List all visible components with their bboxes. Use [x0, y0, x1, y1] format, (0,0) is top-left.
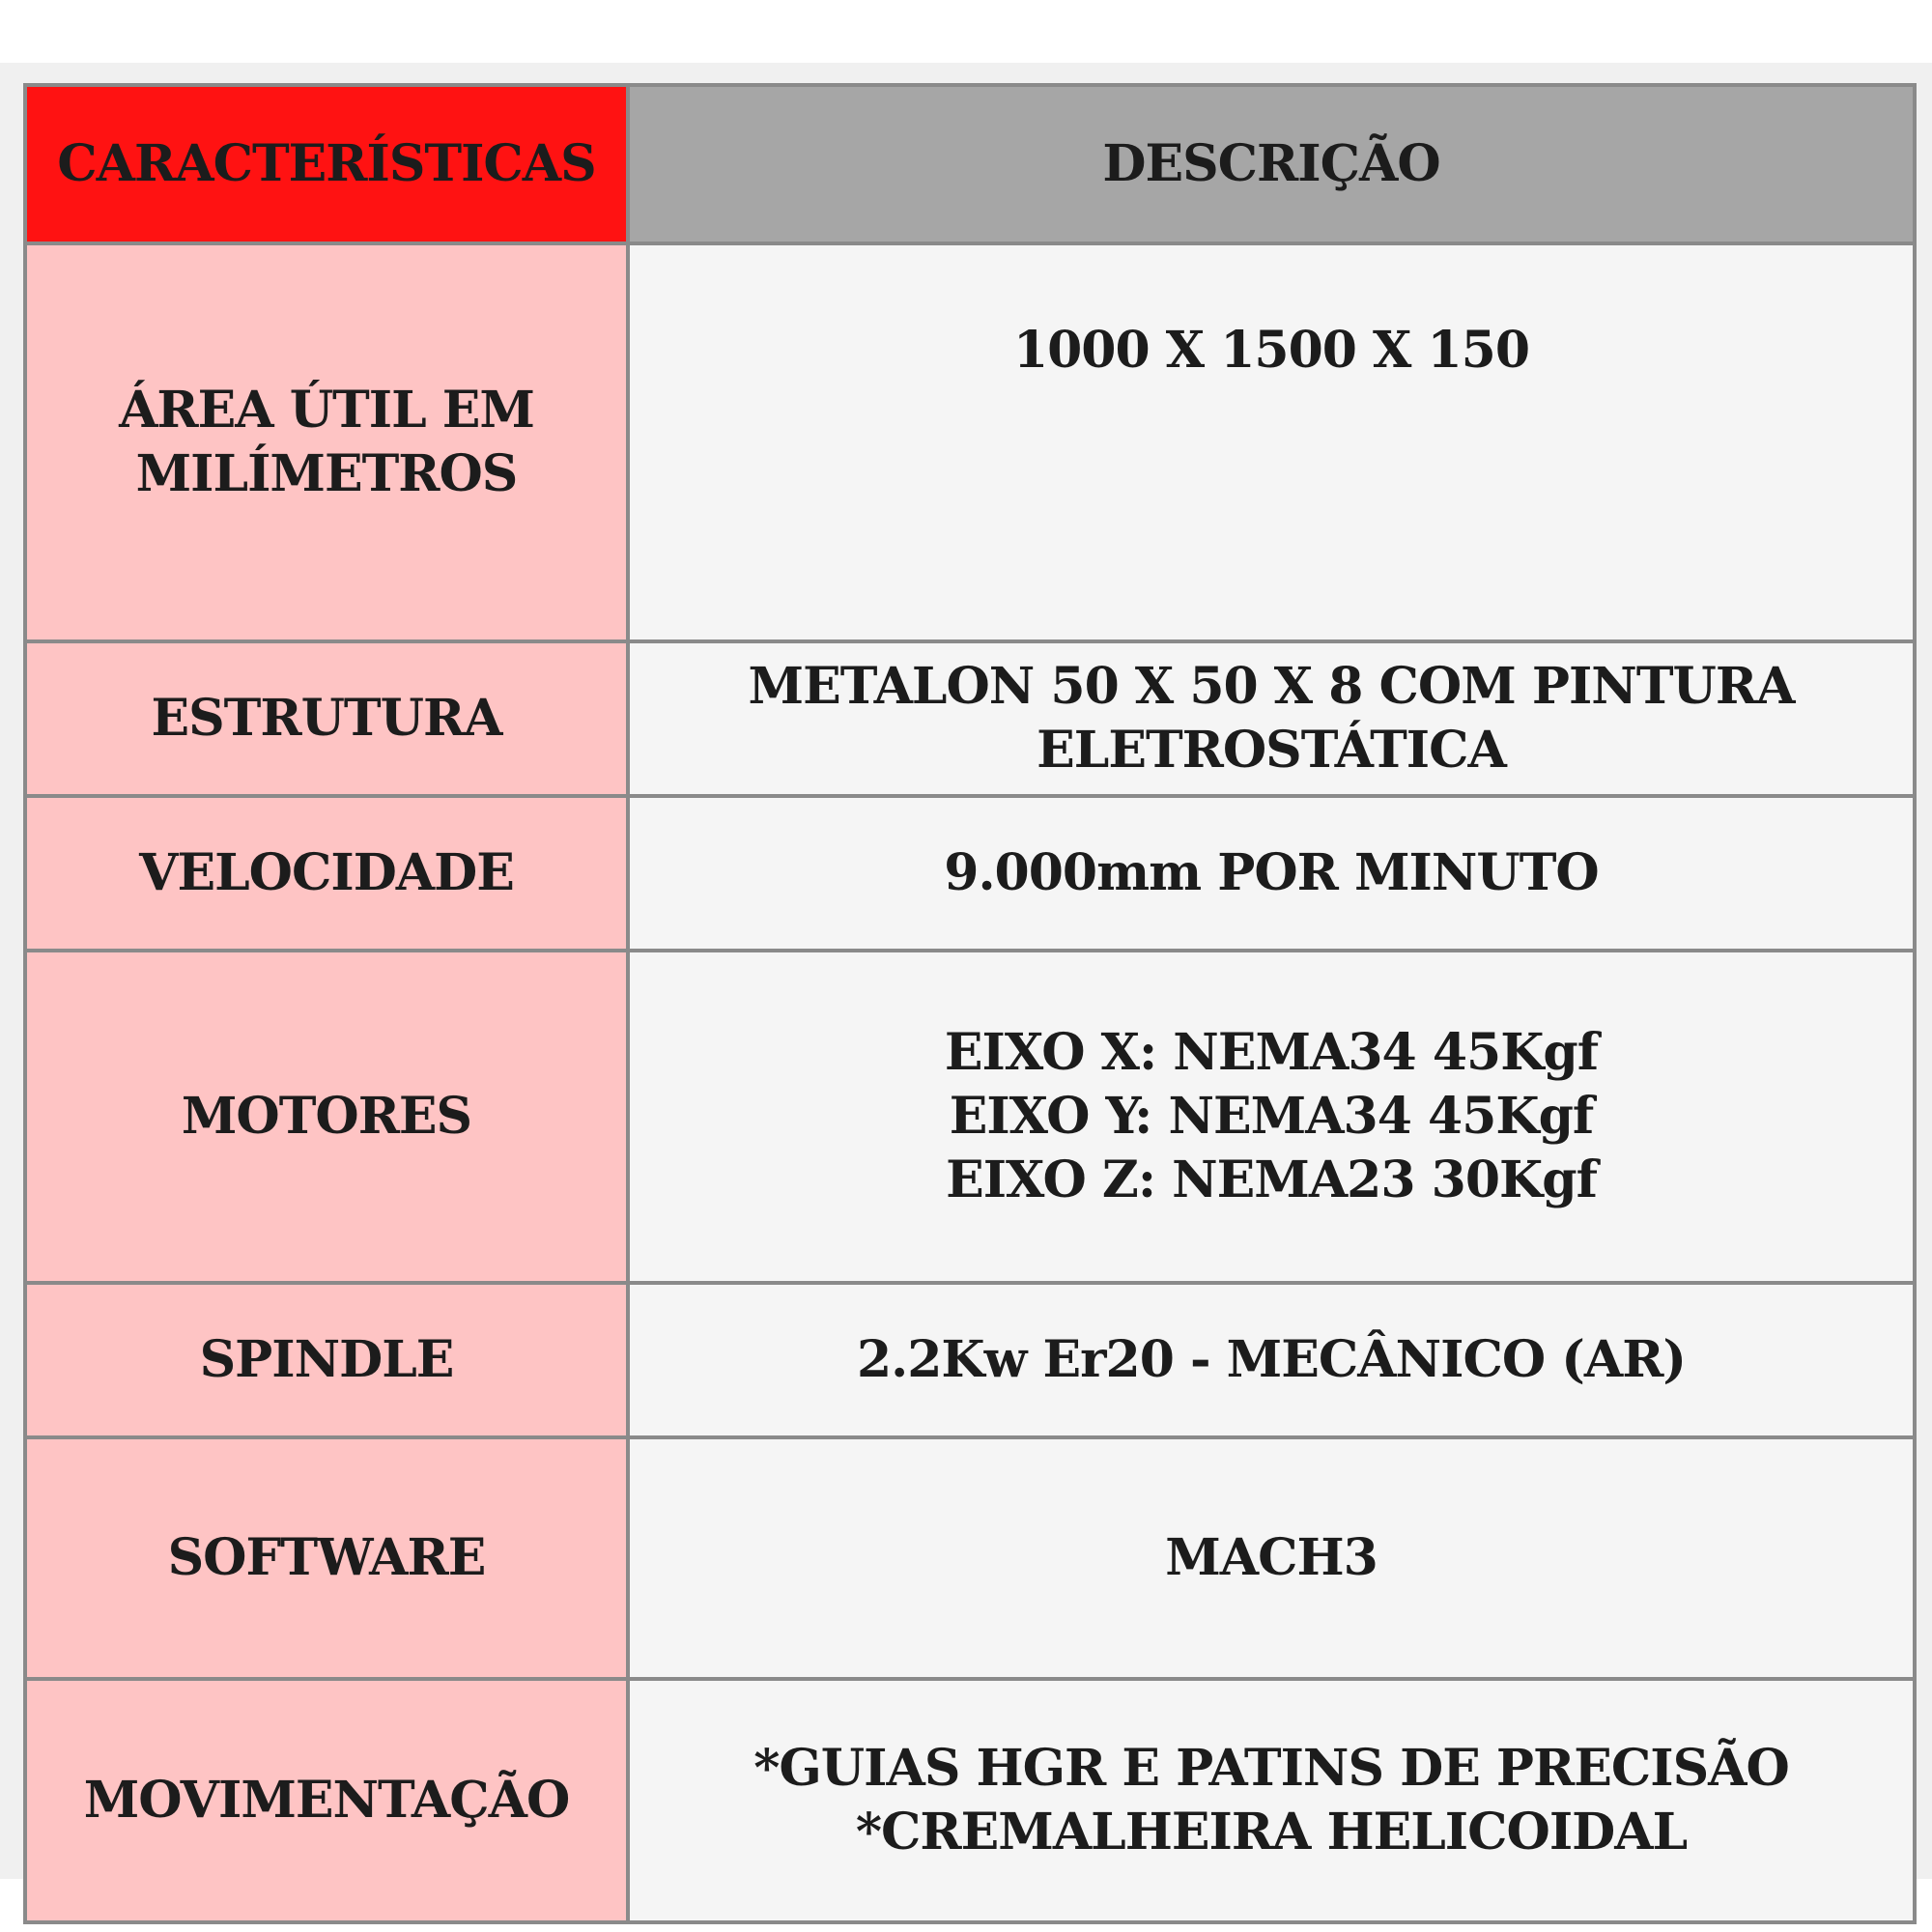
value-cell-software: [628, 1437, 1915, 1679]
value-text: EIXO Z: NEMA23 30Kgf: [946, 1151, 1597, 1209]
value-text: EIXO X: NEMA34 45Kgf: [944, 1023, 1599, 1082]
label-text: MOVIMENTAÇÃO: [83, 1771, 570, 1830]
value-text: ELETROSTÁTICA: [1037, 721, 1506, 780]
table-row-movement: [25, 1679, 1915, 1922]
value-text: EIXO Y: NEMA34 45Kgf: [949, 1087, 1594, 1146]
value-text: *CREMALHEIRA HELICOIDAL: [855, 1803, 1688, 1861]
header-description: DESCRIÇÃO: [628, 85, 1915, 243]
spec-table: [23, 83, 1917, 1924]
value-text: MACH3: [1165, 1528, 1378, 1587]
label-cell-speed: [25, 796, 628, 951]
label-cell-motors: [25, 951, 628, 1283]
label-text: ÁREA ÚTIL EM: [119, 381, 534, 440]
value-cell-area: [628, 243, 1915, 641]
label-cell-area: [25, 243, 628, 641]
label-text: ESTRUTURA: [151, 689, 502, 748]
label-text: SPINDLE: [199, 1330, 454, 1389]
label-cell-spindle: [25, 1283, 628, 1437]
value-text: 1000 X 1500 X 150: [1012, 321, 1530, 380]
label-cell-movement: [25, 1679, 628, 1922]
value-cell-spindle: [628, 1283, 1915, 1437]
label-text: VELOCIDADE: [139, 843, 514, 902]
label-text: SOFTWARE: [167, 1528, 486, 1587]
table-row-motors: [25, 951, 1915, 1283]
label-cell-structure: [25, 641, 628, 796]
value-text: *GUIAS HGR E PATINS DE PRECISÃO: [753, 1739, 1789, 1798]
value-text: 2.2Kw Er20 - MECÂNICO (AR): [856, 1330, 1687, 1389]
table-row-spindle: [25, 1283, 1915, 1437]
value-cell-speed: [628, 796, 1915, 951]
header-characteristics: CARACTERÍSTICAS: [25, 85, 628, 243]
value-text: 9.000mm POR MINUTO: [944, 843, 1599, 902]
value-cell-structure: [628, 641, 1915, 796]
table-header-row: [25, 85, 1915, 243]
label-cell-software: [25, 1437, 628, 1679]
table-row-speed: [25, 796, 1915, 951]
value-text: METALON 50 X 50 X 8 COM PINTURA: [748, 657, 1795, 716]
table-row-software: [25, 1437, 1915, 1679]
table-row-structure: [25, 641, 1915, 796]
table-row-area: [25, 243, 1915, 641]
label-text: MILÍMETROS: [135, 444, 518, 503]
label-text: MOTORES: [181, 1087, 472, 1146]
value-cell-movement: [628, 1679, 1915, 1922]
value-cell-motors: [628, 951, 1915, 1283]
